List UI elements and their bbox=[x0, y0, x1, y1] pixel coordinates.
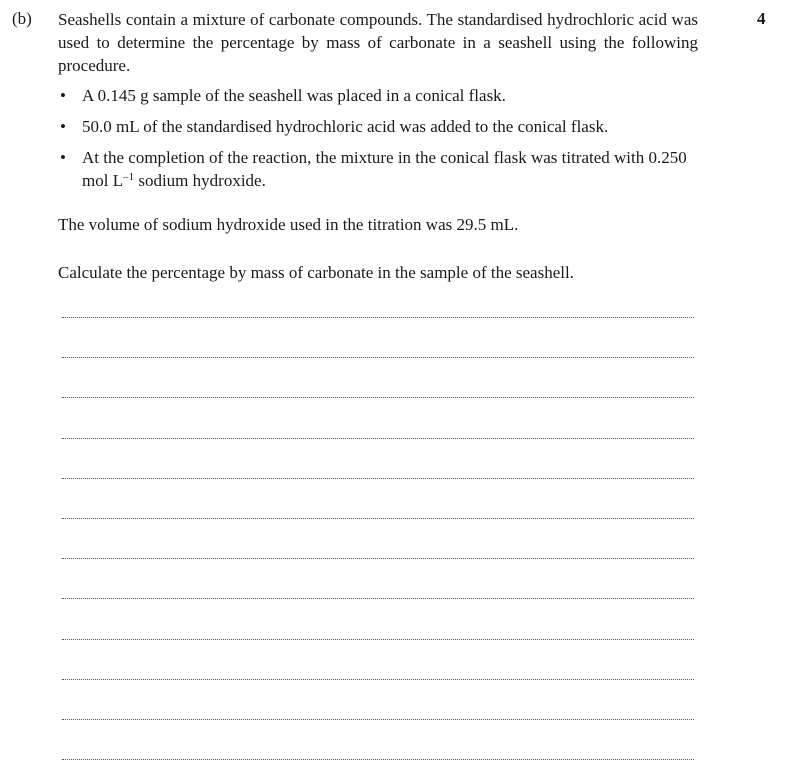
bullet-icon: • bbox=[60, 148, 66, 167]
answer-line[interactable] bbox=[62, 598, 694, 599]
answer-line[interactable] bbox=[62, 639, 694, 640]
procedure-step-text: At the completion of the reaction, the mixture in the conical flask was titrated with 0.250 mol L bbox=[82, 148, 687, 190]
bullet-icon: • bbox=[60, 86, 66, 105]
answer-lines bbox=[62, 0, 694, 771]
procedure-step-text: A 0.145 g sample of the seashell was placed in a conical flask. bbox=[82, 86, 506, 105]
answer-line[interactable] bbox=[62, 357, 694, 358]
answer-line[interactable] bbox=[62, 317, 694, 318]
part-label: (b) bbox=[12, 9, 32, 28]
marks-value: 4 bbox=[757, 9, 766, 28]
unit-superscript: –1 bbox=[123, 171, 135, 183]
answer-line[interactable] bbox=[62, 478, 694, 479]
answer-line[interactable] bbox=[62, 518, 694, 519]
question-intro: Seashells contain a mixture of carbonate compounds. The standardised hydrochloric acid was used to determine the percentage by mass of carbonate in a seashell using the following procedure. bbox=[58, 10, 698, 75]
procedure-step-text-end: sodium hydroxide. bbox=[134, 171, 266, 190]
answer-line[interactable] bbox=[62, 719, 694, 720]
answer-line[interactable] bbox=[62, 397, 694, 398]
answer-line[interactable] bbox=[62, 759, 694, 760]
bullet-icon: • bbox=[60, 117, 66, 136]
answer-line[interactable] bbox=[62, 438, 694, 439]
answer-line[interactable] bbox=[62, 558, 694, 559]
question-instruction: Calculate the percentage by mass of carbonate in the sample of the seashell. bbox=[58, 263, 574, 282]
volume-statement: The volume of sodium hydroxide used in the titration was 29.5 mL. bbox=[58, 215, 519, 234]
procedure-step-text: 50.0 mL of the standardised hydrochloric acid was added to the conical flask. bbox=[82, 117, 609, 136]
answer-line[interactable] bbox=[62, 679, 694, 680]
